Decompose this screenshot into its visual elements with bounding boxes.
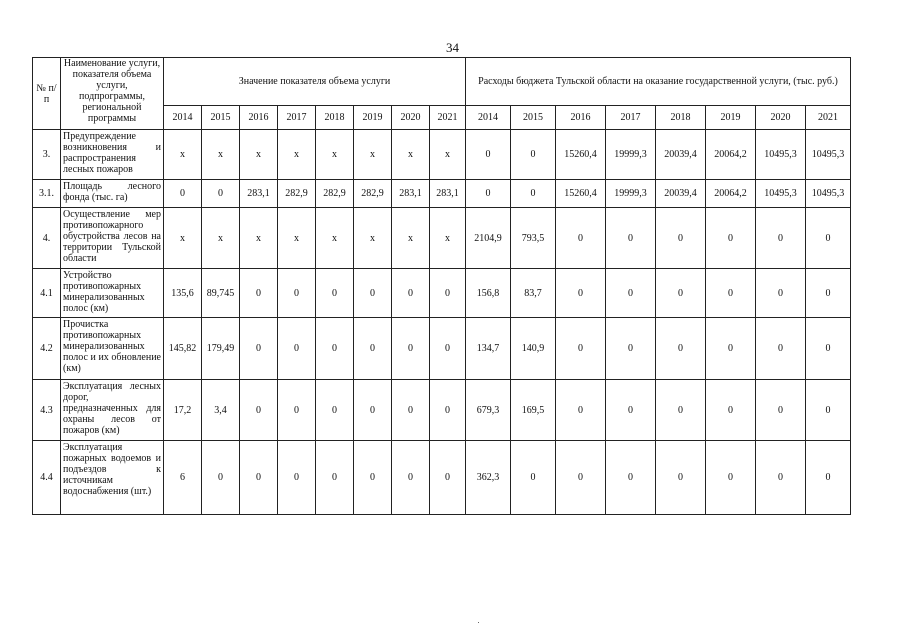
volume-value-cell: 0 [316, 441, 354, 515]
volume-value-cell: 282,9 [316, 180, 354, 208]
col-header-budget-year: 2018 [656, 106, 706, 130]
header-row-groups [33, 58, 851, 106]
budget-value-cell: 0 [556, 380, 606, 441]
volume-value-cell: x [354, 208, 392, 269]
budget-value-cell: 0 [706, 441, 756, 515]
col-header-volume-year: 2014 [164, 106, 202, 130]
volume-value-cell: x [240, 208, 278, 269]
col-header-budget-year: 2015 [511, 106, 556, 130]
col-header-volume-group: Значение показателя объема услуги [164, 58, 466, 106]
volume-value-cell: x [354, 130, 392, 180]
budget-value-cell: 156,8 [466, 269, 511, 318]
volume-value-cell: 0 [392, 441, 430, 515]
volume-value-cell: 0 [430, 441, 466, 515]
volume-value-cell: 0 [316, 318, 354, 380]
volume-value-cell: 0 [430, 318, 466, 380]
budget-value-cell: 0 [606, 269, 656, 318]
budget-value-cell: 0 [806, 318, 851, 380]
budget-value-cell: 0 [556, 269, 606, 318]
budget-value-cell: 679,3 [466, 380, 511, 441]
volume-value-cell: 135,6 [164, 269, 202, 318]
budget-value-cell: 0 [756, 441, 806, 515]
budget-value-cell: 0 [706, 208, 756, 269]
budget-value-cell: 20039,4 [656, 130, 706, 180]
budget-value-cell: 793,5 [511, 208, 556, 269]
table-row [33, 269, 851, 318]
budget-value-cell: 0 [806, 441, 851, 515]
volume-value-cell: 0 [392, 318, 430, 380]
col-header-volume-year: 2018 [316, 106, 354, 130]
volume-value-cell: 283,1 [392, 180, 430, 208]
budget-value-cell: 2104,9 [466, 208, 511, 269]
volume-value-cell: 0 [392, 269, 430, 318]
volume-value-cell: x [202, 130, 240, 180]
budget-value-cell: 0 [511, 441, 556, 515]
col-header-budget-year: 2020 [756, 106, 806, 130]
volume-value-cell: 0 [354, 269, 392, 318]
volume-value-cell: 0 [278, 318, 316, 380]
table-row [33, 180, 851, 208]
budget-value-cell: 0 [706, 318, 756, 380]
table-row [33, 318, 851, 380]
volume-value-cell: x [316, 208, 354, 269]
budget-value-cell: 169,5 [511, 380, 556, 441]
volume-value-cell: 0 [278, 380, 316, 441]
budget-value-cell: 0 [756, 269, 806, 318]
volume-value-cell: x [316, 130, 354, 180]
volume-value-cell: 282,9 [354, 180, 392, 208]
volume-value-cell: 3,4 [202, 380, 240, 441]
volume-value-cell: 0 [354, 380, 392, 441]
col-header-budget-year: 2019 [706, 106, 756, 130]
row-number: 4.4 [33, 441, 61, 515]
budget-value-cell: 0 [466, 130, 511, 180]
volume-value-cell: 0 [278, 441, 316, 515]
budget-value-cell: 0 [556, 441, 606, 515]
col-header-volume-year: 2020 [392, 106, 430, 130]
budget-value-cell: 20064,2 [706, 130, 756, 180]
row-number: 4.3 [33, 380, 61, 441]
budget-value-cell: 0 [511, 180, 556, 208]
volume-value-cell: 0 [392, 380, 430, 441]
col-header-budget-year: 2017 [606, 106, 656, 130]
col-header-volume-year: 2019 [354, 106, 392, 130]
row-number: 3. [33, 130, 61, 180]
volume-value-cell: 179,49 [202, 318, 240, 380]
volume-value-cell: x [202, 208, 240, 269]
budget-value-cell: 0 [556, 318, 606, 380]
budget-value-cell: 0 [656, 269, 706, 318]
volume-value-cell: x [164, 130, 202, 180]
volume-value-cell: 283,1 [240, 180, 278, 208]
volume-value-cell: x [392, 130, 430, 180]
volume-value-cell: x [240, 130, 278, 180]
volume-value-cell: 17,2 [164, 380, 202, 441]
volume-value-cell: x [430, 208, 466, 269]
row-name: Площадь лесного фонда (тыс. га) [61, 180, 164, 208]
volume-value-cell: 0 [240, 441, 278, 515]
volume-value-cell: 6 [164, 441, 202, 515]
col-header-budget-year: 2014 [466, 106, 511, 130]
col-header-budget-group: Расходы бюджета Тульской области на оказание государственной услуги, (тыс. руб.) [466, 58, 851, 106]
col-header-name: Наименование услуги, показателя объема услуги, подпрограммы, региональной программы [61, 58, 164, 130]
col-header-volume-year: 2021 [430, 106, 466, 130]
volume-value-cell: 145,82 [164, 318, 202, 380]
volume-value-cell: x [164, 208, 202, 269]
volume-value-cell: 282,9 [278, 180, 316, 208]
budget-value-cell: 0 [606, 380, 656, 441]
budget-value-cell: 0 [656, 441, 706, 515]
budget-value-cell: 0 [706, 380, 756, 441]
budget-value-cell: 19999,3 [606, 180, 656, 208]
volume-value-cell: 0 [164, 180, 202, 208]
table-row [33, 441, 851, 515]
volume-value-cell: 0 [430, 269, 466, 318]
budget-value-cell: 10495,3 [806, 130, 851, 180]
col-header-volume-year: 2017 [278, 106, 316, 130]
volume-value-cell: x [392, 208, 430, 269]
budget-value-cell: 83,7 [511, 269, 556, 318]
volume-value-cell: x [278, 208, 316, 269]
col-header-budget-year: 2021 [806, 106, 851, 130]
table-row [33, 130, 851, 180]
budget-value-cell: 0 [606, 208, 656, 269]
scan-dot [478, 622, 479, 623]
budget-value-cell: 0 [606, 318, 656, 380]
volume-value-cell: x [278, 130, 316, 180]
budget-value-cell: 0 [656, 318, 706, 380]
budget-value-cell: 0 [806, 208, 851, 269]
budget-value-cell: 15260,4 [556, 180, 606, 208]
budget-value-cell: 20064,2 [706, 180, 756, 208]
budget-value-cell: 134,7 [466, 318, 511, 380]
volume-value-cell: x [430, 130, 466, 180]
budget-value-cell: 0 [656, 380, 706, 441]
budget-value-cell: 140,9 [511, 318, 556, 380]
budget-value-cell: 0 [511, 130, 556, 180]
row-name: Осуществление мер противопожарного обустройства лесов на территории Тульской области [61, 208, 164, 269]
budget-value-cell: 0 [656, 208, 706, 269]
row-name: Устройство противопожарных минерализованных полос (км) [61, 269, 164, 318]
table-row [33, 208, 851, 269]
col-header-number: № п/п [33, 58, 61, 130]
volume-value-cell: 0 [354, 441, 392, 515]
volume-value-cell: 0 [202, 441, 240, 515]
row-name: Предупреждение возникновения и распространения лесных пожаров [61, 130, 164, 180]
service-volume-table [32, 57, 851, 515]
budget-value-cell: 0 [756, 318, 806, 380]
volume-value-cell: 0 [202, 180, 240, 208]
budget-value-cell: 10495,3 [756, 180, 806, 208]
budget-value-cell: 362,3 [466, 441, 511, 515]
budget-value-cell: 15260,4 [556, 130, 606, 180]
budget-value-cell: 0 [806, 269, 851, 318]
budget-value-cell: 0 [606, 441, 656, 515]
volume-value-cell: 0 [354, 318, 392, 380]
row-name: Прочистка противопожарных минерализованных полос и их обновление (км) [61, 318, 164, 380]
volume-value-cell: 0 [430, 380, 466, 441]
volume-value-cell: 0 [240, 318, 278, 380]
budget-value-cell: 10495,3 [806, 180, 851, 208]
col-header-budget-year: 2016 [556, 106, 606, 130]
page-number: 34 [446, 40, 459, 55]
row-number: 4.2 [33, 318, 61, 380]
budget-value-cell: 0 [466, 180, 511, 208]
col-header-volume-year: 2016 [240, 106, 278, 130]
volume-value-cell: 283,1 [430, 180, 466, 208]
budget-value-cell: 20039,4 [656, 180, 706, 208]
budget-value-cell: 0 [756, 380, 806, 441]
budget-value-cell: 0 [706, 269, 756, 318]
budget-value-cell: 10495,3 [756, 130, 806, 180]
row-number: 4. [33, 208, 61, 269]
row-name: Эксплуатация лесных дорог, предназначенных для охраны лесов от пожаров (км) [61, 380, 164, 441]
volume-value-cell: 0 [240, 380, 278, 441]
volume-value-cell: 89,745 [202, 269, 240, 318]
budget-value-cell: 0 [756, 208, 806, 269]
volume-value-cell: 0 [316, 269, 354, 318]
budget-value-cell: 0 [806, 380, 851, 441]
budget-value-cell: 19999,3 [606, 130, 656, 180]
volume-value-cell: 0 [316, 380, 354, 441]
row-name: Эксплуатация пожарных водоемов и подъездов к источникам водоснабжения (шт.) [61, 441, 164, 515]
row-number: 3.1. [33, 180, 61, 208]
table-row [33, 380, 851, 441]
row-number: 4.1 [33, 269, 61, 318]
col-header-volume-year: 2015 [202, 106, 240, 130]
budget-value-cell: 0 [556, 208, 606, 269]
volume-value-cell: 0 [240, 269, 278, 318]
volume-value-cell: 0 [278, 269, 316, 318]
